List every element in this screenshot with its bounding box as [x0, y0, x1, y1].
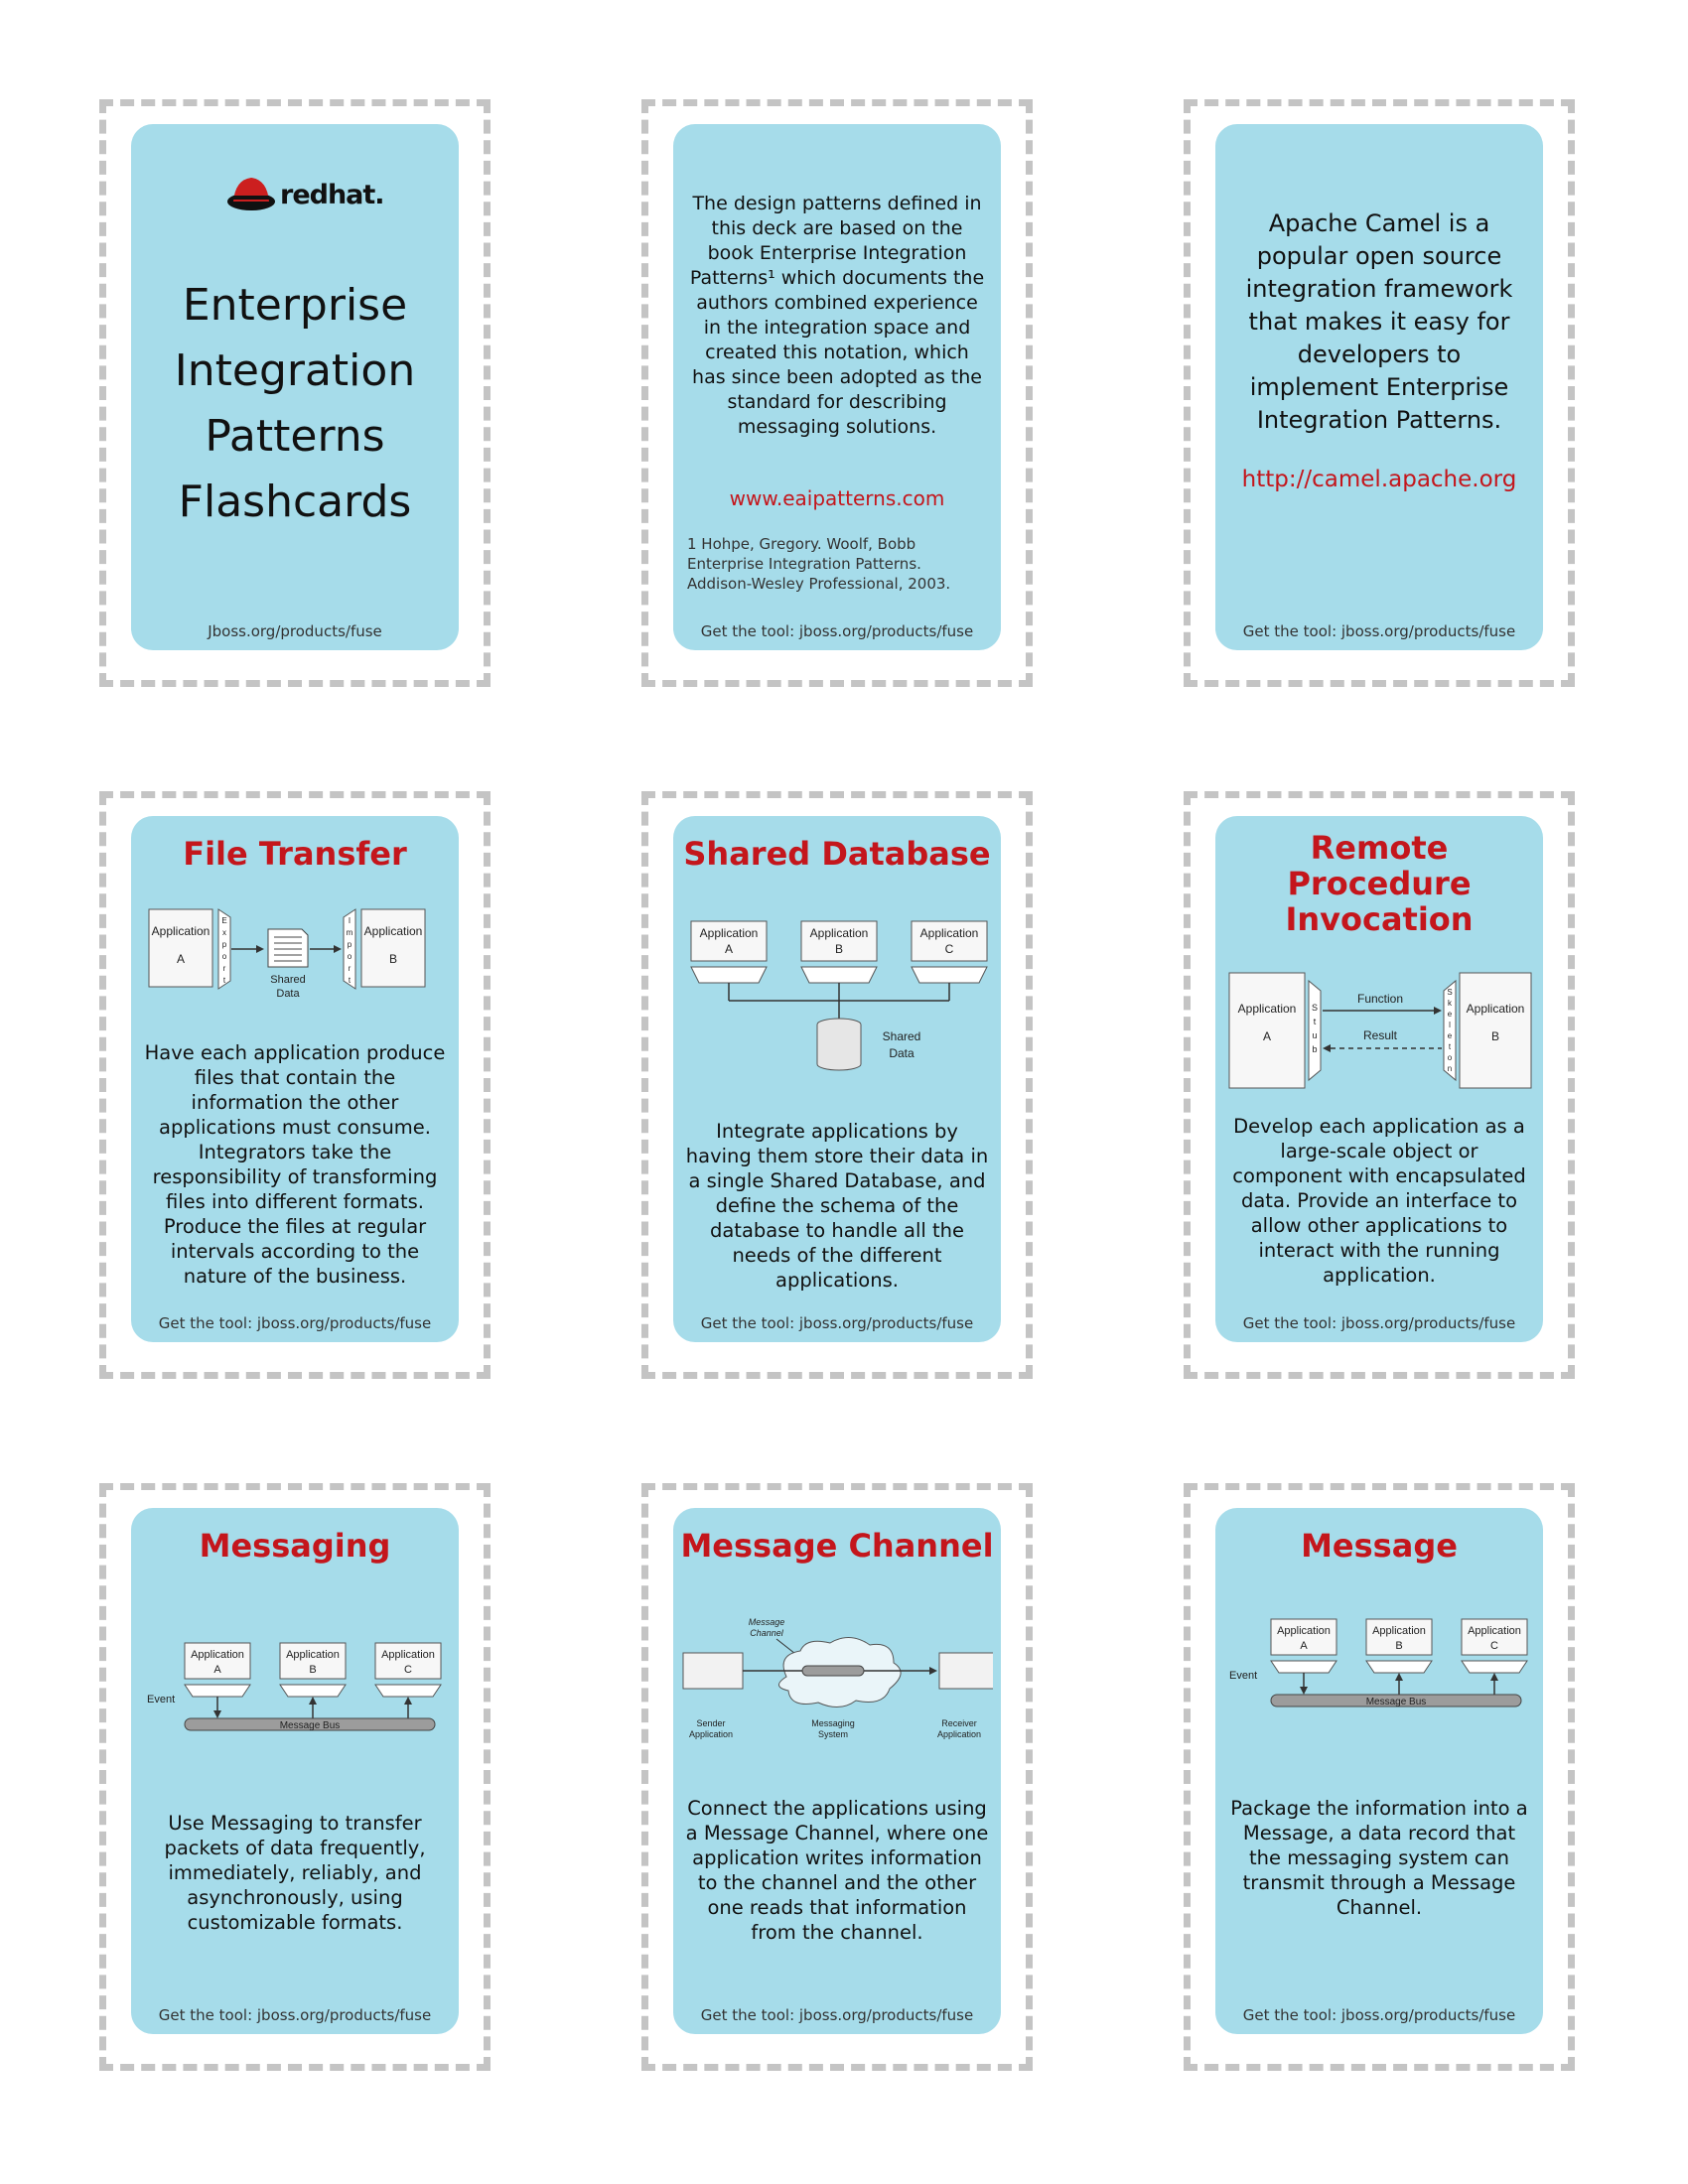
app-letter: B — [1490, 1029, 1500, 1043]
camel-card — [1215, 124, 1543, 650]
card-footer: Get the tool: jboss.org/products/fuse — [700, 2006, 974, 2024]
camel-link[interactable]: http://camel.apache.org — [1241, 467, 1517, 492]
eaipatterns-link[interactable]: www.eaipatterns.com — [729, 486, 945, 510]
bus-label: Message Bus — [279, 1720, 341, 1731]
card-footer: Get the tool: jboss.org/products/fuse — [1242, 2006, 1516, 2024]
system-label: Messaging — [811, 1718, 855, 1728]
export-label: x — [222, 928, 226, 937]
messaging-diagram — [139, 1637, 451, 1746]
app-letter: B — [309, 1664, 317, 1676]
card-footer: Get the tool: jboss.org/products/fuse — [158, 1314, 432, 1332]
import-label: o — [347, 952, 352, 961]
import-label: r — [348, 964, 352, 973]
cover-card — [131, 124, 459, 650]
skeleton-label: e — [1447, 1031, 1453, 1040]
shared-label: Shared — [882, 1029, 921, 1043]
redhat-logo-icon — [225, 174, 277, 217]
function-label: Function — [1356, 992, 1404, 1006]
data-label: Data — [276, 988, 300, 1000]
app-b-label: Application — [363, 924, 423, 938]
card-footer: Get the tool: jboss.org/products/fuse — [1242, 1314, 1516, 1332]
result-label: Result — [1362, 1028, 1398, 1042]
skeleton-label: S — [1447, 988, 1453, 997]
bus-label: Message Bus — [1365, 1697, 1427, 1707]
app-label: Application — [919, 926, 979, 940]
card-title: Message Channel — [680, 1527, 994, 1565]
app-label: Application — [1277, 1625, 1331, 1637]
skeleton-label: o — [1447, 1053, 1453, 1062]
app-letter: A — [1300, 1640, 1308, 1652]
stub-label: u — [1312, 1030, 1318, 1040]
card-footer: Get the tool: jboss.org/products/fuse — [1242, 622, 1516, 640]
card-title: File Transfer — [183, 835, 407, 873]
message-diagram — [1223, 1613, 1535, 1722]
export-label: t — [222, 976, 226, 985]
stub-label: t — [1313, 1017, 1317, 1026]
app-letter: A — [1262, 1029, 1272, 1043]
cover-title-line: Flashcards — [178, 477, 412, 527]
export-label: E — [221, 916, 227, 925]
book-reference: 1 Hohpe, Gregory. Woolf, Bobb Enterprise Integration Patterns. Addison-Wesley Professional, 2003. — [687, 535, 951, 593]
brand-name: redhat. — [280, 180, 384, 210]
app-letter: C — [1490, 1640, 1498, 1652]
card-title: Message — [1301, 1527, 1458, 1565]
card-footer: Jboss.org/products/fuse — [208, 622, 382, 640]
app-letter: C — [404, 1664, 412, 1676]
app-label: Application — [191, 1649, 244, 1661]
rpc-card — [1215, 816, 1543, 1342]
app-label: Application — [1372, 1625, 1426, 1637]
camel-body: Apache Camel is a popular open source integration framework that makes it easy for developers to implement Enterprise Integration Patterns. — [1245, 209, 1513, 434]
card-footer: Get the tool: jboss.org/products/fuse — [700, 1314, 974, 1332]
sender-label: Application — [688, 1729, 734, 1739]
receiver-label: Receiver — [941, 1718, 977, 1728]
shared-database-card — [673, 816, 1001, 1342]
app-label: Application — [699, 926, 759, 940]
message-body: Package the information into a Message, a data record that the messaging system can transmit through a Message Channel. — [1230, 1797, 1528, 1919]
app-letter: B — [834, 942, 844, 956]
channel-label: Message — [748, 1617, 785, 1627]
file-transfer-body: Have each application produce files that contain the information the other applications must consume. Integrators take the responsibility of transforming files into different formats. Produce the files at regular intervals according to the nature of the business. — [144, 1041, 446, 1288]
shared-database-body: Integrate applications by having them store their data in a single Shared Database, and define the schema of the database to handle all the needs of the different applications. — [685, 1120, 989, 1292]
skeleton-label: k — [1448, 999, 1452, 1008]
receiver-label: Application — [936, 1729, 982, 1739]
app-letter: A — [724, 942, 734, 956]
app-letter: C — [944, 942, 954, 956]
app-a-letter: A — [176, 952, 186, 966]
import-label: t — [348, 976, 352, 985]
message-card — [1215, 1508, 1543, 2034]
about-card — [673, 124, 1001, 650]
stub-label: S — [1311, 1003, 1319, 1013]
skeleton-label: n — [1447, 1064, 1453, 1073]
message-channel-card — [673, 1508, 1001, 2034]
rpc-body: Develop each application as a large-scale object or component with encapsulated data. Provide an interface to allow other applications to interact with the running application. — [1232, 1115, 1526, 1287]
cover-title-line: Patterns — [205, 411, 385, 462]
sender-label: Sender — [696, 1718, 726, 1728]
shared-database-diagram — [685, 915, 989, 1094]
app-b-letter: B — [388, 952, 398, 966]
app-letter: A — [213, 1664, 221, 1676]
message-channel-body: Connect the applications using a Message Channel, where one application writes information to the channel and the other one reads that information from the channel. — [685, 1797, 989, 1944]
card-title: Remote Procedure Invocation — [1285, 829, 1474, 938]
export-label: p — [221, 940, 227, 949]
app-label: Application — [1237, 1002, 1297, 1016]
card-footer: Get the tool: jboss.org/products/fuse — [158, 2006, 432, 2024]
system-label: System — [817, 1729, 849, 1739]
rpc-diagram — [1225, 967, 1535, 1090]
skeleton-label: l — [1449, 1021, 1451, 1029]
import-label: I — [348, 916, 352, 925]
channel-label: Channel — [750, 1628, 783, 1638]
messaging-body: Use Messaging to transfer packets of data frequently, immediately, reliably, and asynchronously, using customizable formats. — [164, 1812, 426, 1934]
cover-title-line: Enterprise — [182, 280, 408, 331]
export-label: r — [222, 964, 226, 973]
event-label: Event — [1229, 1670, 1258, 1682]
messaging-card — [131, 1508, 459, 2034]
app-a-label: Application — [151, 924, 211, 938]
app-label: Application — [286, 1649, 340, 1661]
skeleton-label: e — [1447, 1010, 1453, 1019]
data-label: Data — [889, 1046, 914, 1060]
card-footer: Get the tool: jboss.org/products/fuse — [700, 622, 974, 640]
card-title: Shared Database — [683, 835, 991, 873]
skeleton-label: t — [1448, 1042, 1452, 1051]
message-channel-diagram — [681, 1615, 993, 1754]
stub-label: b — [1312, 1044, 1318, 1054]
import-label: p — [347, 940, 352, 949]
app-letter: B — [1395, 1640, 1403, 1652]
app-label: Application — [809, 926, 869, 940]
shared-label: Shared — [270, 974, 306, 986]
import-label: m — [346, 928, 353, 937]
app-label: Application — [1468, 1625, 1521, 1637]
card-title: Messaging — [199, 1527, 391, 1565]
about-body: The design patterns defined in this deck are based on the book Enterprise Integration Patterns¹ which documents the authors combined experience in the integration space and created this notation, which has since been adopted as the standard for describing messaging solutions. — [689, 193, 985, 438]
export-label: o — [221, 952, 227, 961]
cover-title — [131, 273, 459, 535]
file-transfer-diagram — [145, 903, 445, 1003]
event-label: Event — [147, 1694, 176, 1706]
app-label: Application — [1466, 1002, 1525, 1016]
cover-title-line: Integration — [174, 345, 416, 396]
app-label: Application — [381, 1649, 435, 1661]
file-transfer-card — [131, 816, 459, 1342]
